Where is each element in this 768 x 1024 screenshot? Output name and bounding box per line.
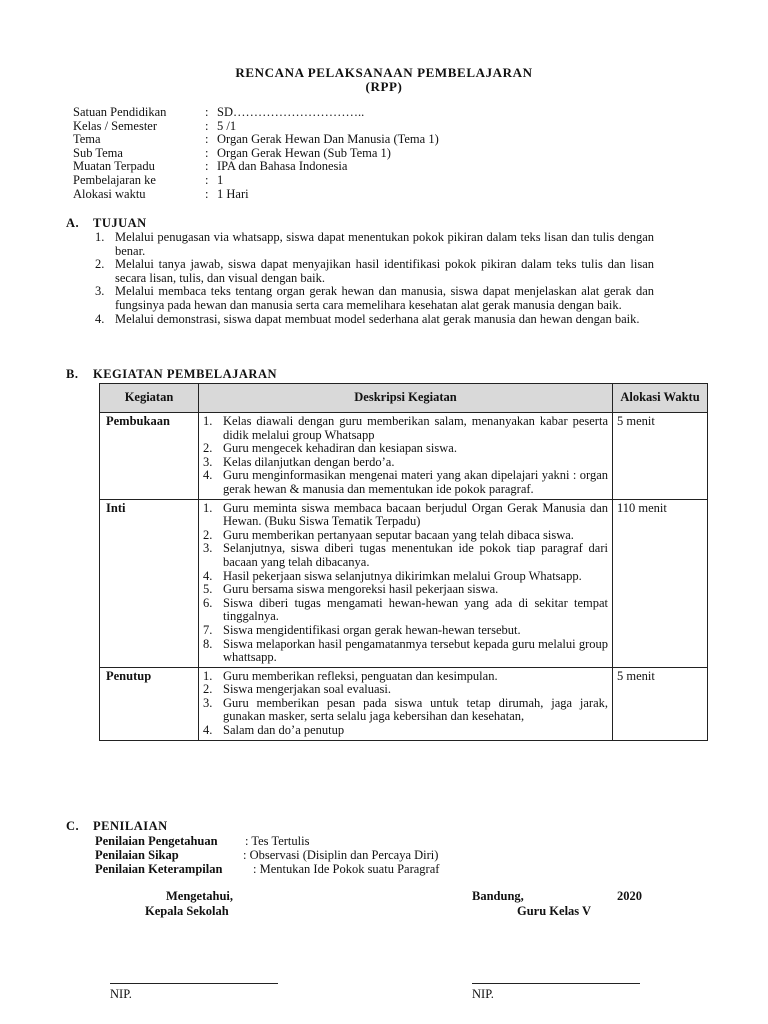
kegiatan-table [99,383,708,741]
kegiatan-duration: 110 menit [613,499,708,667]
section-a-number: A. [66,216,80,230]
sign-left-title: Mengetahui, [166,889,234,903]
header-deskripsi: Deskripsi Kegiatan [199,384,613,413]
activity-item [203,469,608,496]
activity-item-text: Siswa diberi tugas mengamati hewan-hewan yang ada di sekitar tempat tinggalnya. [223,595,608,624]
section-a-heading [66,217,147,231]
section-b-title: KEGIATAN PEMBELAJARAN [93,367,278,381]
activity-item [203,683,608,697]
activity-item [203,442,608,456]
sign-left-line [110,983,278,984]
activity-item [203,638,608,665]
penilaian-label: Penilaian Pengetahuan [95,834,218,848]
penilaian-list [95,835,439,877]
activity-item-text: Guru memberikan pesan pada siswa untuk tetap dirumah, jaga jarak, gunakan masker, serta selalu jaga kebersihan dan kesehatan, [223,695,608,724]
activity-item [203,456,608,470]
activity-item-number: 2. [203,682,213,697]
activity-item-number: 3. [203,541,213,556]
section-a-title: TUJUAN [93,216,147,230]
tujuan-item [95,258,654,285]
sign-right-line [472,983,640,984]
activity-item-text: Siswa melaporkan hasil pengamatanmya tersebut kepada guru melalui group whattsapp. [223,636,608,665]
section-c-title: PENILAIAN [93,819,168,833]
activity-item [203,697,608,724]
tujuan-item [95,313,654,327]
kegiatan-description [199,413,613,500]
identity-colon: : [205,145,209,160]
activity-item-text: Hasil pekerjaan siswa selanjutnya dikirimkan melalui Group Whatsapp. [223,568,582,583]
nip-left: NIP. [110,987,132,1001]
identity-key: Muatan Terpadu [73,159,155,174]
sign-right-year: 2020 [617,889,642,903]
identity-key: Pembelajaran ke [73,172,156,187]
activity-item-number: 1. [203,500,213,515]
header-kegiatan: Kegiatan [100,384,199,413]
document-subtitle: (RPP) [365,79,403,94]
identity-colon: : [205,118,209,133]
identity-value: Organ Gerak Hewan (Sub Tema 1) [217,145,391,160]
activity-list [203,670,608,738]
section-b-number: B. [66,367,79,381]
activity-item-number: 5. [203,582,213,597]
activity-item-text: Guru memberikan pertanyaan seputar bacaan yang telah dibaca siswa. [223,527,574,542]
identity-row [73,147,439,161]
kegiatan-description [199,499,613,667]
tujuan-item-text: Melalui penugasan via whatsapp, siswa dapat menentukan pokok pikiran dalam teks lisan dan tulis dengan benar. [115,230,654,258]
tujuan-item-text: Melalui membaca teks tentang organ gerak hewan dan manusia, siswa dapat menjelaskan alat gerak dan fungsinya pada hewan dan manusia serta cara memelihara kesehatan alat gerak manusia dengan baik. [115,284,654,312]
kegiatan-duration: 5 menit [613,413,708,500]
activity-item-text: Siswa mengerjakan soal evaluasi. [223,682,392,697]
kegiatan-description [199,667,613,740]
activity-item-number: 8. [203,636,213,651]
kegiatan-phase: Penutup [100,667,199,740]
activity-item-number: 2. [203,441,213,456]
kegiatan-row [100,413,708,500]
identity-value: Organ Gerak Hewan Dan Manusia (Tema 1) [217,132,439,147]
penilaian-value: : Tes Tertulis [245,834,310,848]
identity-value: 1 [217,172,224,187]
activity-item-number: 6. [203,595,213,610]
activity-item-text: Selanjutnya, siswa diberi tugas menentukan ide pokok tiap paragraf dari bacaan yang telah dibacanya. [223,541,608,569]
kegiatan-row [100,499,708,667]
activity-item-number: 1. [203,668,213,683]
activity-item-text: Guru meminta siswa membaca bacaan berjudul Organ Gerak Manusia dan Hewan. (Buku Siswa Tematik Terpadu) [223,500,608,529]
penilaian-value: : Mentukan Ide Pokok suatu Paragraf [253,862,440,876]
identity-colon: : [205,105,209,119]
activity-item [203,570,608,584]
section-c-number: C. [66,819,80,833]
tujuan-list [95,231,654,326]
activity-item [203,542,608,569]
activity-item-text: Kelas dilanjutkan dengan berdo’a. [223,454,395,469]
activity-item-number: 7. [203,622,213,637]
kegiatan-row [100,667,708,740]
activity-list [203,502,608,665]
activity-item-text: Guru bersama siswa mengoreksi hasil pekerjaan siswa. [223,582,499,597]
document-title: RENCANA PELAKSANAAN PEMBELAJARAN [235,65,533,80]
identity-row [73,188,439,202]
tujuan-item [95,285,654,312]
activity-item [203,529,608,543]
tujuan-item-text: Melalui demonstrasi, siswa dapat membuat model sederhana alat gerak manusia dan hewan dengan baik. [115,311,640,326]
activity-item [203,415,608,442]
activity-item [203,597,608,624]
activity-item-text: Salam dan do’a penutup [223,723,345,738]
activity-item-number: 3. [203,454,213,469]
identity-key: Satuan Pendidikan [73,105,167,119]
activity-list [203,415,608,497]
activity-item-number: 4. [203,468,213,483]
tujuan-item-number: 1. [95,230,105,244]
identity-row [73,160,439,174]
identity-colon: : [205,132,209,147]
activity-item-number: 4. [203,723,213,738]
penilaian-label: Penilaian Keterampilan [95,862,223,876]
activity-item [203,583,608,597]
activity-item-number: 3. [203,695,213,710]
tujuan-item-number: 2. [95,257,105,272]
activity-item-text: Kelas diawali dengan guru memberikan salam, menanyakan kabar peserta didik melalui group Whatsapp [223,414,608,442]
identity-table [73,106,439,201]
identity-value: IPA dan Bahasa Indonesia [217,159,348,174]
sign-right-place: Bandung, [472,889,524,903]
kegiatan-table-header-row [100,384,708,413]
identity-colon: : [205,186,209,201]
penilaian-value: : Observasi (Disiplin dan Percaya Diri) [243,848,439,862]
activity-item-number: 2. [203,527,213,542]
identity-value: 5 /1 [217,118,237,133]
kegiatan-phase: Pembukaan [100,413,199,500]
identity-row [73,174,439,188]
identity-row [73,106,439,120]
header-alokasi: Alokasi Waktu [613,384,708,413]
tujuan-item-number: 4. [95,311,105,326]
activity-item [203,502,608,529]
sign-right-role: Guru Kelas V [517,904,592,918]
activity-item-text: Siswa mengidentifikasi organ gerak hewan-hewan tersebut. [223,622,521,637]
penilaian-label: Penilaian Sikap [95,848,179,862]
sign-left-role: Kepala Sekolah [145,904,229,918]
penilaian-item [95,849,439,863]
identity-colon: : [205,172,209,187]
tujuan-item-text: Melalui tanya jawab, siswa dapat menyajikan hasil identifikasi pokok pikiran dalam teks tulis dan lisan secara lisan, tulis, dan visual dengan baik. [115,257,654,285]
activity-item [203,724,608,738]
identity-key: Kelas / Semester [73,118,158,133]
identity-key: Tema [73,132,101,147]
section-b-heading [66,368,277,382]
identity-key: Alokasi waktu [73,186,146,201]
identity-colon: : [205,159,209,174]
kegiatan-duration: 5 menit [613,667,708,740]
identity-row [73,120,439,134]
activity-item-text: Guru menginformasikan mengenai materi yang akan dipelajari yakni : organ gerak hewan & manusia dan mementukan ide pokok paragraf. [223,468,608,496]
activity-item-number: 4. [203,568,213,583]
identity-value: 1 Hari [217,186,249,201]
penilaian-item [95,835,439,849]
kegiatan-phase: Inti [100,499,199,667]
section-c-heading [66,820,168,834]
activity-item [203,670,608,684]
nip-right: NIP. [472,987,494,1001]
tujuan-item [95,231,654,258]
activity-item [203,624,608,638]
activity-item-text: Guru mengecek kehadiran dan kesiapan siswa. [223,441,457,456]
penilaian-item [95,863,439,877]
identity-value: SD………………………….. [217,105,365,119]
activity-item-number: 1. [203,414,213,428]
identity-row [73,133,439,147]
tujuan-item-number: 3. [95,284,105,299]
identity-key: Sub Tema [73,145,123,160]
activity-item-text: Guru memberikan refleksi, penguatan dan kesimpulan. [223,668,498,683]
